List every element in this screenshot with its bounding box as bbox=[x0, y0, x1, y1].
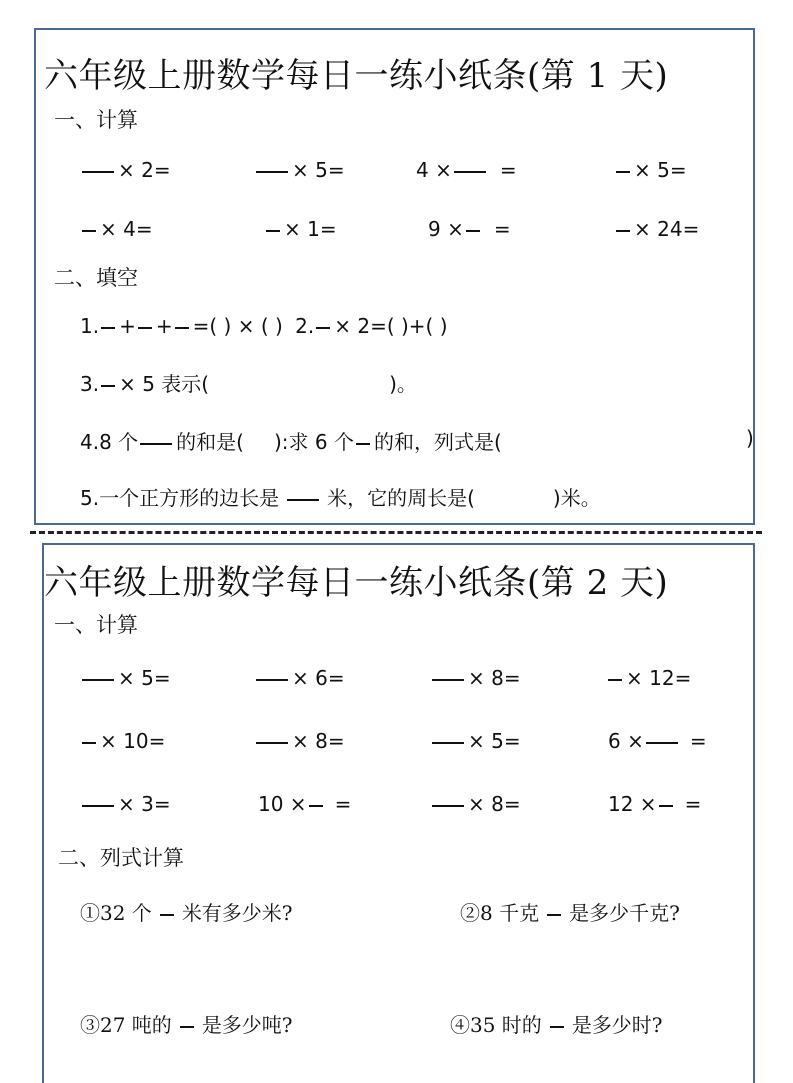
fill-question-4-end: ) bbox=[746, 426, 754, 450]
calc-item: × 5= bbox=[80, 666, 171, 690]
day1-section-fill: 二、填空 bbox=[54, 266, 138, 290]
calc-item: × 12= bbox=[606, 666, 691, 690]
calc-item: × 4= bbox=[80, 217, 153, 241]
fraction-bar bbox=[616, 171, 630, 173]
calc-item: × 5= bbox=[430, 729, 521, 753]
day1-card bbox=[34, 28, 755, 525]
question-3: ③27 吨的 是多少吨? bbox=[80, 1013, 293, 1037]
calc-item: × 6= bbox=[254, 666, 345, 690]
fill-question-4: 4.8 个 的和是( ):求 6 个 的和，列式是( bbox=[80, 430, 502, 454]
calc-item: × 5= bbox=[614, 158, 687, 182]
question-4: ④35 时的 是多少时? bbox=[450, 1013, 663, 1037]
fill-question-3: 3. × 5 表示( )。 bbox=[80, 372, 417, 396]
calc-item: × 10= bbox=[80, 729, 165, 753]
day2-title: 六年级上册数学每日一练小纸条(第 2 天) bbox=[44, 563, 669, 603]
day1-section-calc: 一、计算 bbox=[54, 108, 138, 132]
calc-item: × 8= bbox=[254, 729, 345, 753]
fraction-bar bbox=[82, 230, 96, 232]
fraction-bar bbox=[616, 230, 630, 232]
question-2: ②8 千克 是多少千克? bbox=[460, 901, 680, 925]
fill-question-5: 5.一个正方形的边长是 米，它的周长是( )米。 bbox=[80, 486, 601, 510]
fraction-bar bbox=[82, 171, 114, 173]
fraction-bar bbox=[256, 171, 288, 173]
day2-section-formula: 二、列式计算 bbox=[58, 846, 184, 870]
fill-question-1: 1. + + =( ) × ( ) 2. × 2=( )+( ) bbox=[80, 314, 448, 338]
calc-item: × 24= bbox=[614, 217, 699, 241]
calc-item: × 1= bbox=[264, 217, 337, 241]
calc-item: × 5= bbox=[254, 158, 345, 182]
day2-card bbox=[42, 543, 755, 1083]
calc-item: 6 × = bbox=[608, 729, 707, 753]
calc-item: × 8= bbox=[430, 666, 521, 690]
calc-item: × 3= bbox=[80, 792, 171, 816]
day1-title: 六年级上册数学每日一练小纸条(第 1 天) bbox=[44, 56, 669, 96]
calc-item: 10 × = bbox=[258, 792, 352, 816]
calc-item: × 8= bbox=[430, 792, 521, 816]
question-1: ①32 个 米有多少米? bbox=[80, 901, 293, 925]
cut-line bbox=[30, 531, 762, 534]
calc-item: × 2= bbox=[80, 158, 171, 182]
day2-section-calc: 一、计算 bbox=[54, 613, 138, 637]
calc-item: 9 × = bbox=[428, 217, 511, 241]
fraction-bar bbox=[454, 171, 486, 173]
fraction-bar bbox=[266, 230, 280, 232]
calc-item: 4 × = bbox=[416, 158, 517, 182]
fraction-bar bbox=[466, 230, 480, 232]
calc-item: 12 × = bbox=[608, 792, 702, 816]
